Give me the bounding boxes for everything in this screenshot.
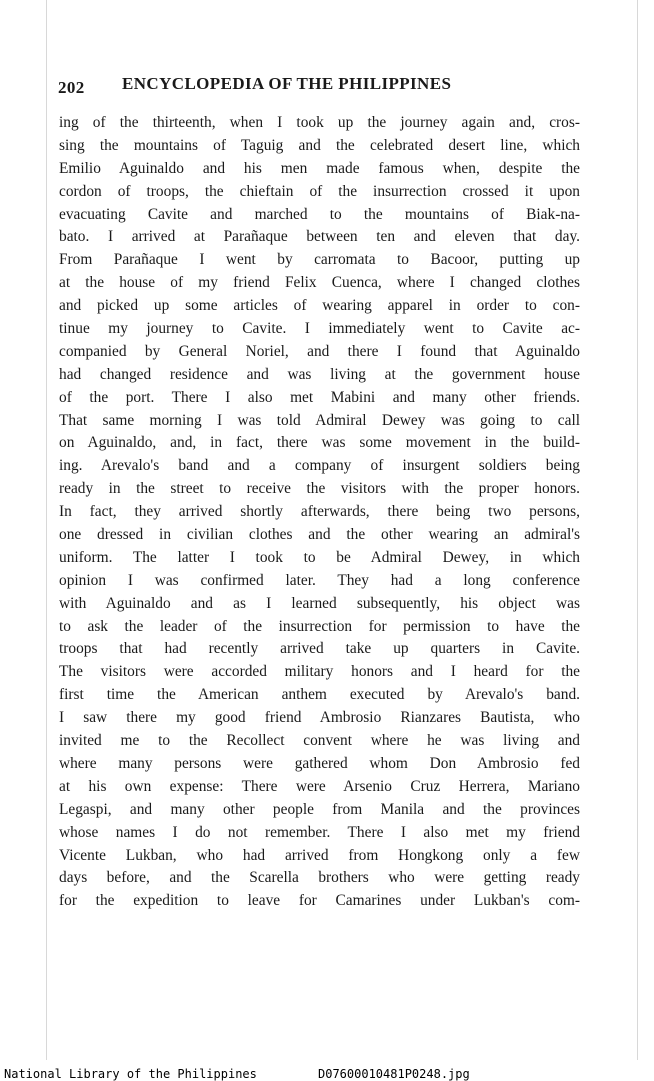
text-line: on Aguinaldo, and, in fact, there was some movement in the build- — [59, 434, 580, 452]
text-line: tinue my journey to Cavite. I immediately went to Cavite ac- — [59, 320, 580, 338]
text-line: I saw there my good friend Ambrosio Rianzares Bautista, who — [59, 709, 580, 727]
text-line: From Parañaque I went by carromata to Bacoor, putting up — [59, 251, 580, 269]
text-line: days before, and the Scarella brothers who were getting ready — [59, 869, 580, 887]
text-line: cordon of troops, the chieftain of the insurrection crossed it upon — [59, 182, 580, 200]
text-line: of the port. There I also met Mabini and many other friends. — [59, 388, 580, 406]
scan-edge-right — [637, 0, 638, 1060]
text-line: one dressed in civilian clothes and the other wearing an admiral's — [59, 526, 580, 544]
text-line: In fact, they arrived shortly afterwards, there being two persons, — [59, 503, 580, 521]
text-line: Vicente Lukban, who had arrived from Hongkong only a few — [59, 846, 580, 864]
text-line: The visitors were accorded military honors and I heard for the — [59, 663, 580, 681]
text-line: at his own expense: There were Arsenio Cruz Herrera, Mariano — [59, 777, 580, 795]
text-line: ready in the street to receive the visitors with the proper honors. — [59, 480, 580, 498]
text-line: at the house of my friend Felix Cuenca, where I changed clothes — [59, 274, 580, 292]
scan-footer — [0, 1067, 654, 1081]
footer-filename: D07600010481P0248.jpg — [318, 1067, 470, 1081]
text-line: Emilio Aguinaldo and his men made famous when, despite the — [59, 159, 580, 177]
text-line: first time the American anthem executed by Arevalo's band. — [59, 686, 580, 704]
text-line: where many persons were gathered whom Don Ambrosio fed — [59, 754, 580, 772]
text-line: and picked up some articles of wearing apparel in order to con- — [59, 297, 580, 315]
text-line: uniform. The latter I took to be Admiral Dewey, in which — [59, 548, 580, 566]
text-line: Legaspi, and many other people from Manila and the provinces — [59, 800, 580, 818]
text-line: That same morning I was told Admiral Dewey was going to call — [59, 411, 580, 429]
text-line: had changed residence and was living at the government house — [59, 365, 580, 383]
text-line: troops that had recently arrived take up quarters in Cavite. — [59, 640, 580, 658]
text-line: for the expedition to leave for Camarines under Lukban's com- — [59, 892, 580, 910]
body-text — [59, 112, 580, 913]
text-line: whose names I do not remember. There I also met my friend — [59, 823, 580, 841]
text-line: opinion I was confirmed later. They had a long conference — [59, 571, 580, 589]
text-line: evacuating Cavite and marched to the mountains of Biak-na- — [59, 205, 580, 223]
footer-library-name: National Library of the Philippines — [4, 1067, 257, 1081]
text-line: to ask the leader of the insurrection for permission to have the — [59, 617, 580, 635]
text-line: ing. Arevalo's band and a company of insurgent soldiers being — [59, 457, 580, 475]
text-line: with Aguinaldo and as I learned subsequently, his object was — [59, 594, 580, 612]
text-line: companied by General Noriel, and there I found that Aguinaldo — [59, 342, 580, 360]
page-number: 202 — [58, 78, 85, 97]
running-title: ENCYCLOPEDIA OF THE PHILIPPINES — [122, 74, 452, 93]
text-line: sing the mountains of Taguig and the celebrated desert line, which — [59, 136, 580, 154]
scan-edge-left — [46, 0, 47, 1060]
page-header — [58, 74, 618, 98]
text-line: invited me to the Recollect convent where he was living and — [59, 732, 580, 750]
text-line: bato. I arrived at Parañaque between ten and eleven that day. — [59, 228, 580, 246]
text-line: ing of the thirteenth, when I took up the journey again and, cros- — [59, 114, 580, 131]
